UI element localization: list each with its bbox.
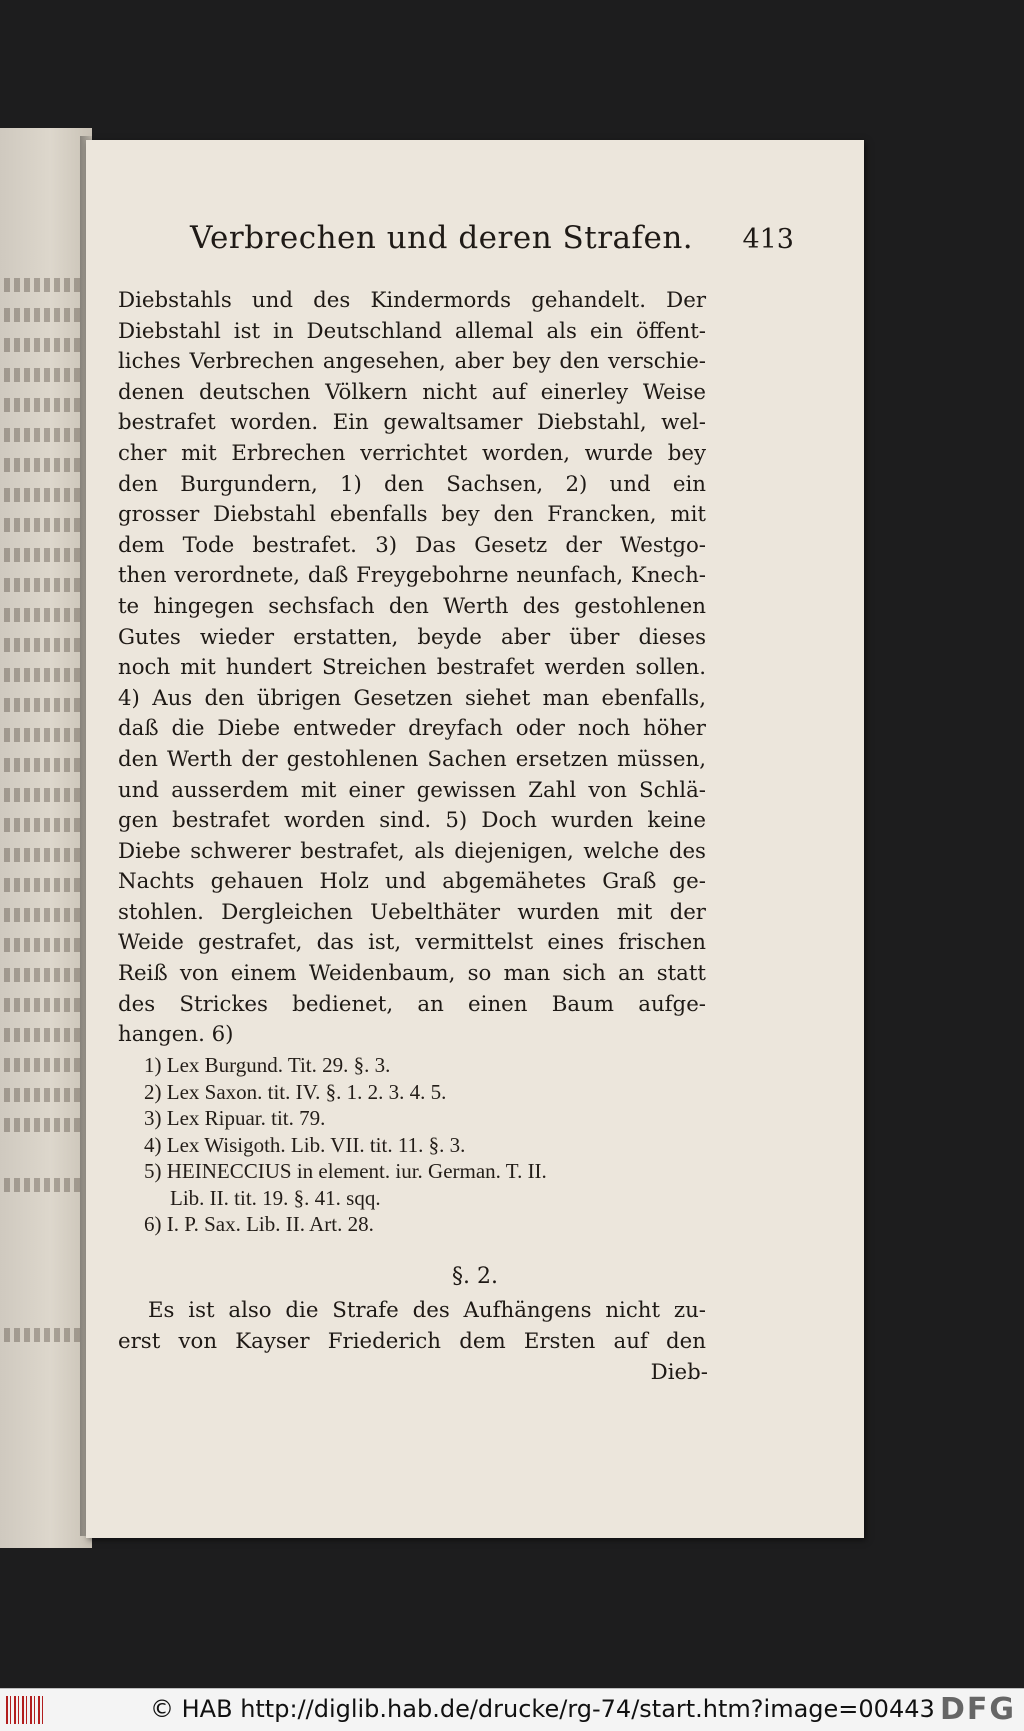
- bleed-through-text: [4, 548, 82, 562]
- bleed-through-text: [4, 728, 82, 742]
- body-paragraph: [118, 286, 706, 1051]
- text-line: then verordnete, daß Freygebohrne neunfach, Knech-: [118, 563, 706, 589]
- footnote: 1) Lex Burgund. Tit. 29. §. 3.: [144, 1053, 391, 1077]
- text-line: liches Verbrechen angesehen, aber bey den verschie-: [118, 349, 706, 375]
- bleed-through-text: [4, 338, 82, 352]
- bleed-through-text: [4, 638, 82, 652]
- text-line: noch mit hundert Streichen bestrafet werden sollen.: [118, 655, 706, 681]
- text-line: Diebstahl ist in Deutschland allemal als ein öffent-: [118, 318, 706, 344]
- bleed-through-text: [4, 1178, 82, 1192]
- bleed-through-text: [4, 998, 82, 1012]
- bleed-through-text: [4, 1028, 82, 1042]
- text-line: te hingegen sechsfach den Werth des gestohlenen: [118, 593, 706, 619]
- bleed-through-text: [4, 458, 82, 472]
- catchword: Dieb-: [650, 1360, 708, 1385]
- previous-page-edge: [0, 128, 92, 1548]
- bleed-through-text: [4, 1118, 82, 1132]
- text-line: daß die Diebe entweder dreyfach oder noch höher: [118, 716, 706, 742]
- bleed-through-text: [4, 1328, 82, 1342]
- bleed-through-text: [4, 848, 82, 862]
- footnote: 5) HEINECCIUS in element. iur. German. T. II.: [144, 1159, 547, 1183]
- viewer-footer: [0, 1688, 1024, 1731]
- section-paragraph: [118, 1296, 706, 1357]
- footnote: 6) I. P. Sax. Lib. II. Art. 28.: [144, 1212, 374, 1236]
- text-line: Diebe schwerer bestrafet, als diejenigen, welche des: [118, 838, 706, 864]
- text-line: cher mit Erbrechen verrichtet worden, wurde bey: [118, 440, 706, 466]
- text-line: Reiß von einem Weidenbaum, so man sich an statt: [118, 961, 706, 987]
- bleed-through-text: [4, 368, 82, 382]
- text-line: dem Tode bestrafet. 3) Das Gesetz der Westgo-: [118, 532, 706, 558]
- bleed-through-text: [4, 758, 82, 772]
- bleed-through-text: [4, 938, 82, 952]
- bleed-through-text: [4, 668, 82, 682]
- text-line: 4) Aus den übrigen Gesetzen siehet man ebenfalls,: [118, 685, 706, 711]
- bleed-through-text: [4, 818, 82, 832]
- bleed-through-text: [4, 278, 82, 292]
- footnote: 4) Lex Wisigoth. Lib. VII. tit. 11. §. 3.: [144, 1132, 466, 1157]
- text-line: stohlen. Dergleichen Uebelthäter wurden mit der: [118, 899, 706, 925]
- bleed-through-text: [4, 698, 82, 712]
- footnotes: [144, 1052, 704, 1238]
- book-page: [86, 140, 864, 1538]
- text-line: Nachts gehauen Holz und abgemähetes Graß ge-: [118, 869, 706, 895]
- text-line: grosser Diebstahl ebenfalls bey den Francken, mit: [118, 502, 706, 528]
- footnote: Lib. II. tit. 19. §. 41. sqq.: [170, 1185, 381, 1210]
- source-link[interactable]: © HAB http://diglib.hab.de/drucke/rg-74/start.htm?image=00443: [150, 1695, 935, 1723]
- bleed-through-text: [4, 488, 82, 502]
- footnote: 3) Lex Ripuar. tit. 79.: [144, 1106, 326, 1130]
- text-line: Gutes wieder erstatten, beyde aber über dieses: [118, 624, 706, 650]
- text-line: erst von Kayser Friederich dem Ersten auf den: [118, 1328, 706, 1354]
- dfg-logo: DFG: [939, 1692, 1016, 1727]
- bleed-through-text: [4, 518, 82, 532]
- text-line: Diebstahls und des Kindermords gehandelt. Der: [118, 288, 706, 313]
- running-title: Verbrechen und deren Strafen.: [190, 220, 694, 256]
- bleed-through-text: [4, 428, 82, 442]
- bleed-through-text: [4, 878, 82, 892]
- text-line: den Burgundern, 1) den Sachsen, 2) und ein: [118, 471, 706, 497]
- text-line: gen bestrafet worden sind. 5) Doch wurden keine: [118, 808, 706, 834]
- text-line: Es ist also die Strafe des Aufhängens nicht zu-: [148, 1298, 706, 1323]
- text-line: und ausserdem mit einer gewissen Zahl von Schlä-: [118, 777, 706, 803]
- text-line: des Strickes bedienet, an einen Baum aufge-: [118, 991, 706, 1017]
- section-mark: §. 2.: [452, 1264, 498, 1289]
- bleed-through-text: [4, 608, 82, 622]
- bleed-through-text: [4, 578, 82, 592]
- bleed-through-text: [4, 908, 82, 922]
- text-line: hangen. 6): [118, 1022, 234, 1048]
- text-line: den Werth der gestohlenen Sachen ersetzen müssen,: [118, 746, 706, 772]
- running-head: [190, 220, 794, 266]
- bleed-through-text: [4, 1088, 82, 1102]
- text-line: Weide gestrafet, das ist, vermittelst eines frischen: [118, 930, 706, 956]
- page-number: 413: [742, 224, 794, 255]
- barcode-icon: [6, 1696, 46, 1724]
- bleed-through-text: [4, 788, 82, 802]
- bleed-through-text: [4, 398, 82, 412]
- text-line: bestrafet worden. Ein gewaltsamer Diebstahl, wel-: [118, 410, 706, 436]
- footnote: 2) Lex Saxon. tit. IV. §. 1. 2. 3. 4. 5.: [144, 1079, 447, 1104]
- bleed-through-text: [4, 1058, 82, 1072]
- bleed-through-text: [4, 308, 82, 322]
- text-line: denen deutschen Völkern nicht auf einerley Weise: [118, 379, 706, 405]
- bleed-through-text: [4, 968, 82, 982]
